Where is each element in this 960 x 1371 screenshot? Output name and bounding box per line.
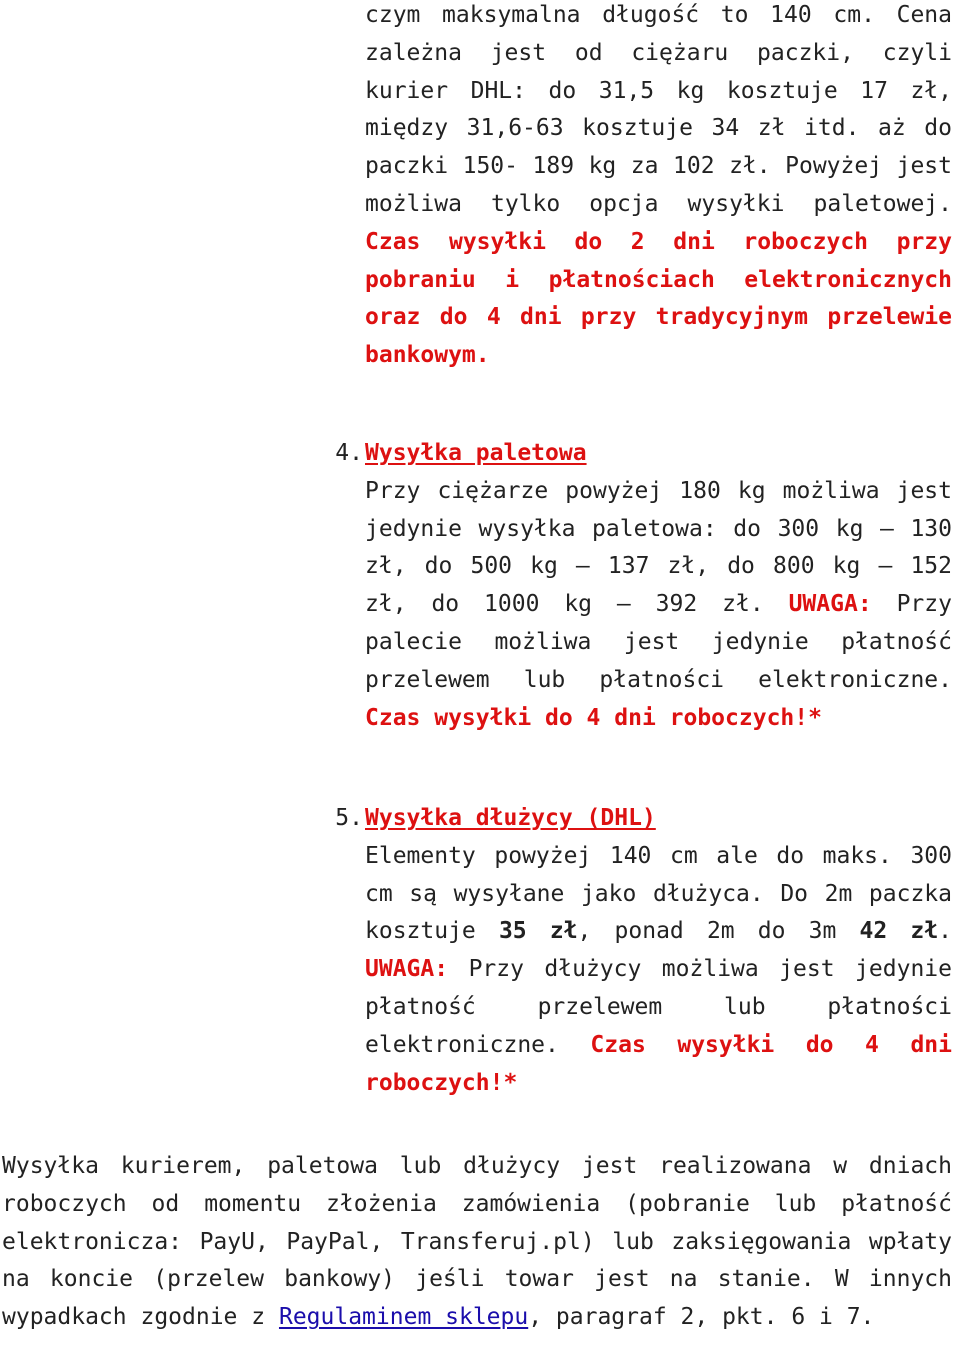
pallet-shipping-body: Przy ciężarze powyżej 180 kg możliwa jest jedynie wysyłka paletowa: do 300 kg – 130 zł, do 500 kg – 137 zł, do 800 kg – 152 zł, do 1000 kg – 392 zł. bbox=[365, 477, 952, 618]
long-item-shipping-title-link[interactable]: Wysyłka dłużycy (DHL) bbox=[365, 805, 656, 831]
long-item-price-2m: 35 zł bbox=[498, 918, 578, 945]
item-3-delivery-time-note: Czas wysyłki do 2 dni roboczych przy pobraniu i płatnościach elektronicznych oraz do 4 dni przy tradycyjnym przelewie bankowym. bbox=[365, 228, 952, 369]
shipping-item-5 bbox=[335, 800, 952, 1102]
list-marker: 4. bbox=[335, 440, 363, 466]
long-item-warning-text: Przy dłużycy możliwa jest jedynie płatność przelewem lub płatności elektroniczne. bbox=[365, 956, 952, 1058]
pallet-shipping-title-link[interactable]: Wysyłka paletowa bbox=[365, 440, 587, 466]
shipping-summary-paragraph bbox=[2, 1148, 952, 1337]
shipping-item-3-continuation bbox=[365, 0, 952, 375]
long-item-body-c: . bbox=[938, 918, 952, 945]
long-item-body-b: , ponad 2m do 3m bbox=[577, 918, 837, 945]
pallet-warning-text: Przy palecie możliwa jest jedynie płatność przelewem lub płatności elektroniczne. bbox=[365, 591, 952, 693]
long-item-price-3m: 42 zł bbox=[859, 918, 939, 945]
list-marker: 5. bbox=[335, 805, 363, 831]
pallet-warning-label: UWAGA: bbox=[788, 591, 872, 618]
long-item-warning-label: UWAGA: bbox=[365, 956, 449, 983]
long-item-delivery-time-note: Czas wysyłki do 4 dni roboczych!* bbox=[365, 1031, 952, 1096]
shipping-item-4 bbox=[335, 435, 952, 737]
pallet-delivery-time-note: Czas wysyłki do 4 dni roboczych!* bbox=[365, 704, 822, 731]
summary-text-end: , paragraf 2, pkt. 6 i 7. bbox=[528, 1304, 875, 1331]
terms-link[interactable]: Regulaminem sklepu bbox=[278, 1304, 529, 1331]
long-item-body-a: Elementy powyżej 140 cm ale do maks. 300 cm są wysyłane jako dłużyca. Do 2m paczka kosztuje bbox=[365, 842, 952, 945]
item-3-body-text: czym maksymalna długość to 140 cm. Cena zależna jest od ciężaru paczki, czyli kurier DHL: do 31,5 kg kosztuje 17 zł, między 31,6-63 kosztuje 34 zł itd. aż do paczki 150- 189 kg za 102 zł. Powyżej jest możliwa tylko opcja wysyłki paletowej. bbox=[365, 2, 952, 217]
summary-text: Wysyłka kurierem, paletowa lub dłużycy jest realizowana w dniach roboczych od momentu złożenia zamówienia (pobranie lub płatność elektronicza: PayU, PayPal, Transferuj.pl) lub zaksięgowania wpłaty na koncie (przelew bankowy) jeśli towar jest na stanie. W innych wypadkach zgodnie z bbox=[2, 1153, 952, 1331]
